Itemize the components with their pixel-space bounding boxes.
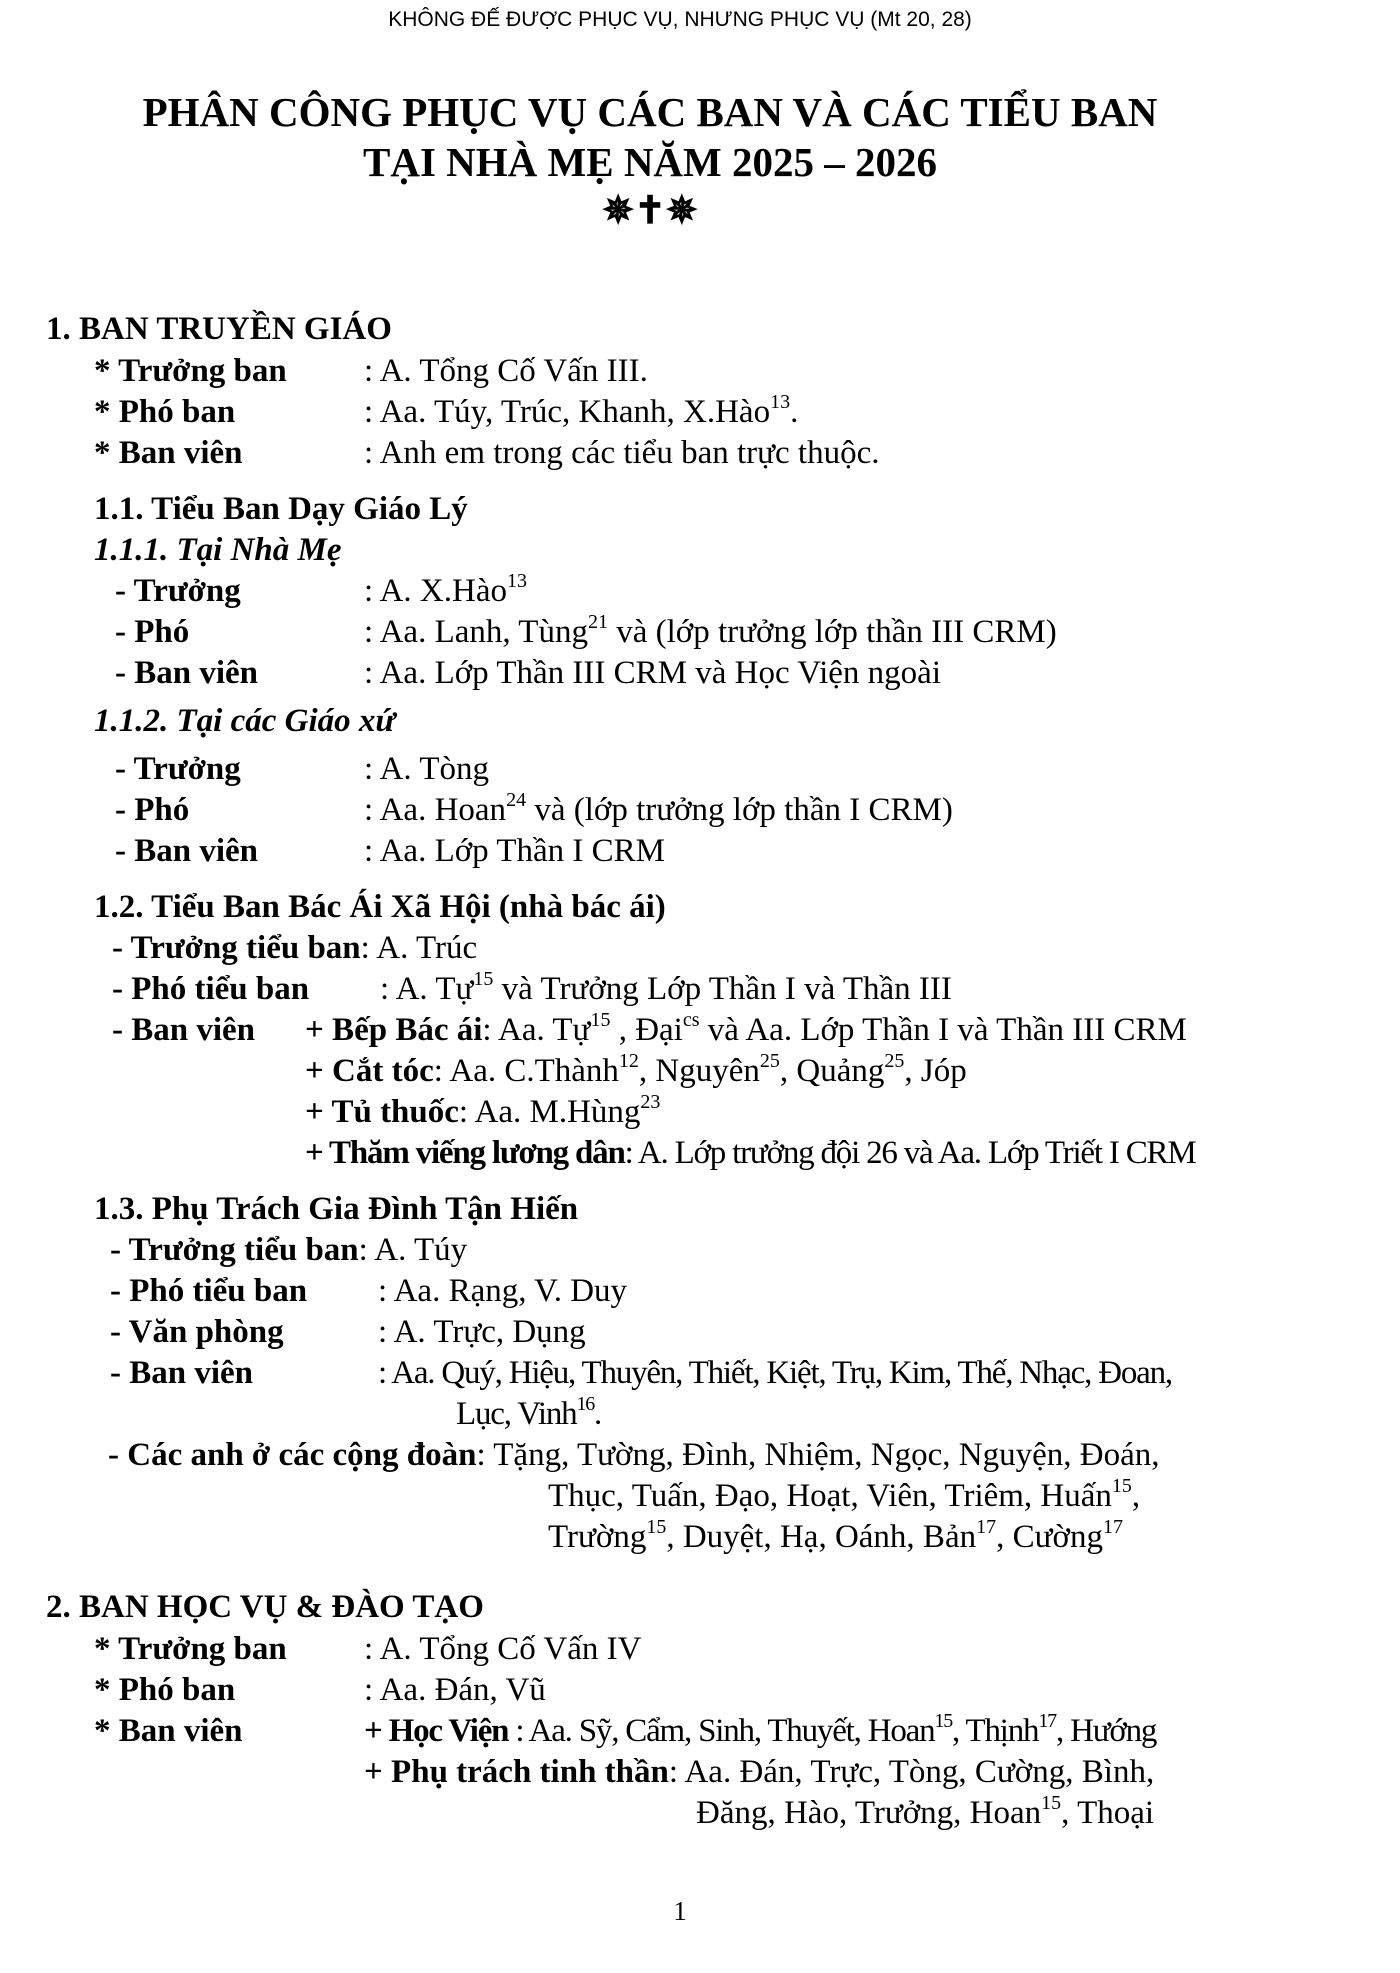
s13-congdoan-line-3: Trường$^{15}$, Duyệt, Hạ, Oánh, Bản$^{17}$, Cường$^{17}$ — [548, 1516, 1123, 1555]
s2-pho-label: * Phó ban — [94, 1672, 236, 1708]
s2-phutrach-line-2: Đăng, Hào, Trưởng, Hoan$^{15}$, Thoại — [696, 1792, 1155, 1831]
s111-truong-label: - Trưởng — [115, 573, 241, 609]
s12-cattoc-row: + Cắt tóc: Aa. C.Thành$^{12}$, Nguyên$^{25}$, Quảng$^{25}$, Jóp — [305, 1050, 967, 1089]
s12-thamvieng-row: + Thăm viếng lương dân: A. Lớp trưởng đội 26 và Aa. Lớp Triết I CRM — [305, 1135, 1196, 1171]
s13-truong-row: - Trưởng tiểu ban: A. Túy — [110, 1232, 468, 1268]
s12-bep-row: + Bếp Bác ái: Aa. Tự$^{15}$ , Đại$^{cs}$ và Aa. Lớp Thần I và Thần III CRM — [305, 1009, 1187, 1048]
s111-banvien-value: : Aa. Lớp Thần III CRM và Học Viện ngoài — [364, 655, 941, 691]
s13-banvien-value-line-2: Lục, Vinh$^{16}$. — [456, 1393, 602, 1432]
s112-pho-value: : Aa. Hoan$^{24}$ và (lớp trưởng lớp thần I CRM) — [364, 789, 953, 828]
s13-pho-label: - Phó tiểu ban — [110, 1273, 308, 1309]
s13-congdoan-row: - Các anh ở các cộng đoàn: Tặng, Tường, Đình, Nhiệm, Ngọc, Nguyện, Đoán, — [108, 1437, 1160, 1473]
s1-truong-label: * Trưởng ban — [94, 353, 287, 389]
section-1-1-2-heading: 1.1.2. Tại các Giáo xứ — [94, 703, 396, 739]
s13-vanphong-value: : A. Trực, Dụng — [378, 1314, 586, 1350]
s112-pho-label: - Phó — [115, 792, 190, 828]
running-header: KHÔNG ĐẾ ĐƯỢC PHỤC VỤ, NHƯNG PHỤC VỤ (Mt 20, 28) — [388, 8, 972, 31]
s1-truong-value: : A. Tổng Cố Vấn III. — [364, 353, 648, 389]
s13-pho-value: : Aa. Rạng, V. Duy — [378, 1273, 628, 1309]
s12-tuthuoc-row: + Tủ thuốc: Aa. M.Hùng$^{23}$ — [305, 1091, 661, 1130]
s111-banvien-label: - Ban viên — [115, 655, 259, 691]
section-1-2-heading: 1.2. Tiểu Ban Bác Ái Xã Hội (nhà bác ái) — [94, 889, 666, 925]
s12-truong-row: - Trưởng tiểu ban: A. Trúc — [112, 930, 478, 966]
s1-pho-value: : Aa. Túy, Trúc, Khanh, X.Hào$^{13}$. — [364, 391, 799, 430]
page-number: 1 — [673, 1896, 687, 1926]
s13-banvien-value-line-1: : Aa. Quý, Hiệu, Thuyên, Thiết, Kiệt, Trụ, Kim, Thế, Nhạc, Đoan, — [378, 1355, 1172, 1391]
page-title-line-2: TẠI NHÀ MẸ NĂM 2025 – 2026 — [363, 139, 937, 185]
s112-banvien-label: - Ban viên — [115, 833, 259, 869]
s111-pho-label: - Phó — [115, 614, 190, 650]
s12-pho-value: : A. Tự$^{15}$ và Trưởng Lớp Thần I và Thần III — [380, 968, 952, 1007]
section-2-heading: 2. BAN HỌC VỤ & ĐÀO TẠO — [46, 1589, 484, 1625]
s12-pho-label: - Phó tiểu ban — [112, 971, 310, 1007]
s112-truong-value: : A. Tòng — [364, 751, 489, 787]
section-1-3-heading: 1.3. Phụ Trách Gia Đình Tận Hiến — [94, 1191, 579, 1227]
s111-pho-value: : Aa. Lanh, Tùng$^{21}$ và (lớp trưởng lớp thần III CRM) — [364, 611, 1057, 650]
s12-banvien-label: - Ban viên — [112, 1012, 256, 1048]
s13-vanphong-label: - Văn phòng — [110, 1314, 284, 1350]
s1-banvien-value: : Anh em trong các tiểu ban trực thuộc. — [364, 435, 880, 471]
cross-ornament-icon: ✵✝✵ — [602, 190, 698, 232]
s112-truong-label: - Trưởng — [115, 751, 241, 787]
s1-banvien-label: * Ban viên — [94, 435, 243, 471]
s1-pho-label: * Phó ban — [94, 394, 236, 430]
page-title-line-1: PHÂN CÔNG PHỤC VỤ CÁC BAN VÀ CÁC TIỂU BAN — [142, 89, 1158, 135]
s111-truong-value: : A. X.Hào$^{13}$ — [364, 570, 527, 609]
section-1-1-1-heading: 1.1.1. Tại Nhà Mẹ — [94, 532, 342, 568]
s2-truong-value: : A. Tổng Cố Vấn IV — [364, 1631, 642, 1667]
section-1-heading: 1. BAN TRUYỀN GIÁO — [46, 311, 392, 347]
s2-hocvien-row: + Học Viện : Aa. Sỹ, Cẩm, Sinh, Thuyết, Hoan$^{15}$, Thịnh$^{17}$, Hướng — [364, 1710, 1157, 1749]
s13-congdoan-line-2: Thục, Tuấn, Đạo, Hoạt, Viên, Triêm, Huấn$^{15}$, — [548, 1475, 1141, 1514]
section-1-1-heading: 1.1. Tiểu Ban Dạy Giáo Lý — [94, 491, 468, 527]
s2-phutrach-row: + Phụ trách tinh thần: Aa. Đán, Trực, Tòng, Cường, Bình, — [364, 1754, 1155, 1790]
s2-pho-value: : Aa. Đán, Vũ — [364, 1672, 546, 1708]
s2-banvien-label: * Ban viên — [94, 1713, 243, 1749]
s2-truong-label: * Trưởng ban — [94, 1631, 287, 1667]
s112-banvien-value: : Aa. Lớp Thần I CRM — [364, 833, 665, 869]
s13-banvien-label: - Ban viên — [110, 1355, 254, 1391]
